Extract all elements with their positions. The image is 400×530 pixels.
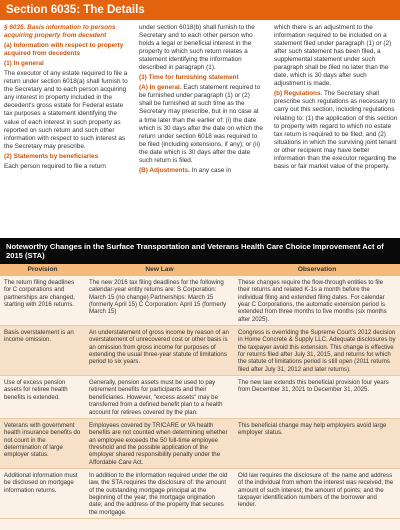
page-title: Section 6035: The Details: [6, 4, 145, 16]
cell-new-law: In addition to the information required under the old law, the STA requires the disclosure of: the amount of the outstanding mortgage principal at the beginning of the year; the mortgage origination date; and the address of the property that secures the mortgage.: [89, 471, 228, 516]
article-column-1: [4, 24, 128, 173]
article-column-3: [274, 24, 398, 173]
paragraph-3b-text: In any case in: [191, 166, 232, 174]
paragraph-3a-text: Each statement required to be furnished under paragraph (1) or (2) shall be furnished at such time as the Secretary may prescribe, but in no case at a time later than the earlier of: (i) the date which is 30 days after the date on which the return under section 6018 was required to be filed (including extensions, if any); or (ii) the date which is 30 days after the date such return is filed.: [139, 84, 263, 164]
table-title: Noteworthy Changes in the Surface Transportation and Veterans Health Care Choice Improvement Act of 2015 (STA): [0, 238, 400, 264]
cell-observation: These changes require the flow-through entities to file their returns and related K-1s a month before the individual filing and extended filing dates. For calendar year C Corporations, the automatic extension period is extended from three months to five months (six months after 2025).: [238, 279, 387, 323]
cell-observation: Old law requires the disclosure of: the name and address of the individual from whom the interest was received; the amount of such interest; the amount of points; and the taxpayer identification numbers of the borrower and lender.: [238, 471, 394, 509]
table-header-row: [0, 264, 400, 276]
paragraph-3b-cont: which there is an adjustment to the information required to be included on a statement filed under paragraph (1) or (2) after such statement has been filed, a supplemental statement under such paragraph shall be filed no later than the date, which is 30 days after such adjustment is made.: [274, 24, 392, 88]
subhead-2: (2) Statements by beneficiaries: [4, 152, 99, 160]
page-header: [0, 0, 400, 20]
paragraph-2-cont: under section 6018(b) shall furnish to the Secretary and to each other person who holds a legal or beneficial interest in the property to which such return relates a statement identifying the information described in paragraph (1).: [139, 24, 255, 72]
paragraph-3b: [139, 167, 263, 175]
article-column-2: [139, 24, 263, 177]
column-header-new-law: New Law: [145, 266, 174, 273]
cell-provision: Use of excess pension assets for retiree health benefits is extended.: [4, 379, 68, 401]
cell-observation: The new law extends this beneficial provision four years from December 31, 2021 to December 31, 2025.: [238, 379, 389, 394]
inline-head-a: (A) In general.: [139, 84, 182, 92]
section-title: § 6035. Basis information to persons acquiring property from decedent: [4, 24, 116, 40]
column-header-observation: Observation: [297, 266, 337, 273]
cell-new-law: Employees covered by TRICARE or VA health benefits are not counted when determining whether an employee exceeds the 50 full-time employee threshold and the possible application of the employer shared responsibility penalty under the Affordable Care Act.: [89, 421, 228, 466]
paragraph-regulations-text: The Secretary shall prescribe such regulations as necessary to carry out this section, including regulations relating to: (1) the application of this section to property with regard to which no estate tax return is required to be filed; and (2) situations in which the surviving joint tenant or other recipient may have better information than the executor regarding the basis or fair market value of the property.: [274, 90, 398, 170]
cell-provision: Basis overstatement is an income omission.: [4, 329, 74, 344]
changes-table: [0, 238, 400, 530]
cell-new-law: An understatement of gross income by reason of an overstatement of unrecovered cost or other basis is an omission from gross income for purposes of extending the usual three-year statute of limitations period to six years.: [89, 329, 229, 366]
paragraph-regulations: [274, 90, 398, 170]
table-row: [0, 376, 400, 419]
paragraph-3a: [139, 84, 263, 164]
article-body: [4, 24, 397, 237]
paragraph-1: The executor of any estate required to file a return under section 6018(a) shall furnish to the Secretary and to each person acquiring any interest in property included in the decedent's gross estate for Federal estate tax purposes a statement identifying the value of each interest in such property as reported on such return and such other information with respect to such interest as the Secretary may prescribe.: [4, 70, 128, 150]
subhead-a: (a) Information with respect to property acquired from decedents: [4, 42, 124, 58]
cell-new-law: The new 2016 tax filing deadlines for the following calendar-year entity returns are: S Corporation: March 15 (no change) Partnerships: March 15 (formerly April 15) C Corporation: April 15 (formerly March 15): [89, 279, 227, 316]
paragraph-2: Each person required to file a return: [4, 162, 106, 170]
subhead-1: (1) In general: [4, 60, 44, 68]
subhead-3: (3) Time for furnishing statement: [139, 74, 239, 82]
cell-provision: Additional information must be disclosed on mortgage information returns.: [4, 471, 78, 494]
table-row: [0, 419, 400, 469]
cell-provision: Veterans with government health insurance benefits do not count in the determination of large employer status.: [4, 421, 81, 459]
inline-head-b: (B) Adjustments.: [139, 166, 190, 174]
inline-head-regulations: (b) Regulations.: [274, 90, 323, 98]
cell-new-law: Generally, pension assets must be used to pay retirement benefits for participants and their beneficiaries. However, "excess assets" may be transferred from a defined benefit plan to a health account for retirees covered by the plan.: [89, 379, 223, 416]
table-row: [0, 326, 400, 376]
cell-observation: Congress is overriding the Supreme Court's 2012 decision in Home Concrete & Supply LLC. Adequate disclosures by the taxpayer avoid this extension. This change is effective for returns filed after July 31, 2015, and returns for which the statute of limitations period is still open (2011 returns filed after July 31, 2012 and later returns).: [238, 329, 396, 373]
cell-observation: This beneficial change may help employers avoid large employer status.: [238, 421, 387, 437]
table-row: [0, 276, 400, 326]
table-row: [0, 469, 400, 519]
column-header-provision: Provision: [27, 266, 58, 273]
cell-provision: The return filing deadlines for C corporations and partnerships are changed, starting with 2016 returns.: [4, 279, 75, 309]
